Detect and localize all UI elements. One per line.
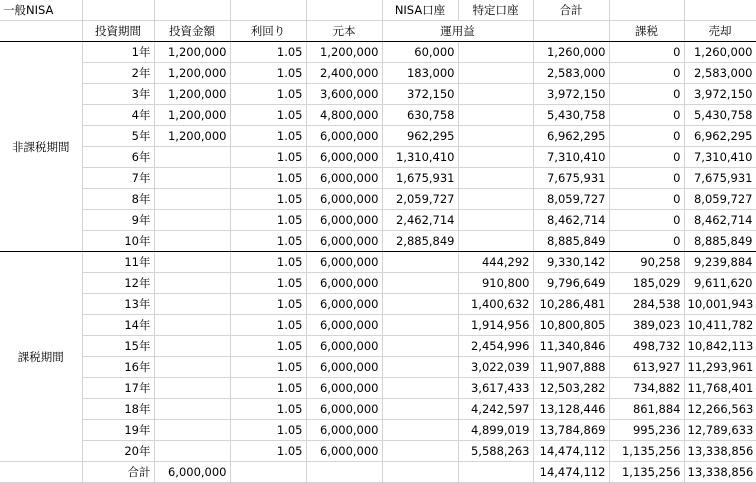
- total-cell[interactable]: 11,340,846: [533, 336, 609, 357]
- period-cell[interactable]: 18年: [82, 399, 154, 420]
- header-gain[interactable]: 運用益: [382, 21, 533, 42]
- rate-cell[interactable]: 1.05: [230, 147, 306, 168]
- sale-cell[interactable]: 13,338,856: [684, 441, 756, 462]
- nisa-gain-cell[interactable]: [382, 357, 458, 378]
- invest-cell[interactable]: 1,200,000: [154, 105, 230, 126]
- empty-cell[interactable]: [306, 462, 382, 483]
- principal-cell[interactable]: 1,200,000: [306, 42, 382, 63]
- period-cell[interactable]: 8年: [82, 189, 154, 210]
- total-cell[interactable]: 2,583,000: [533, 63, 609, 84]
- period-cell[interactable]: 17年: [82, 378, 154, 399]
- tokutei-gain-cell[interactable]: [458, 42, 533, 63]
- period-cell[interactable]: 13年: [82, 294, 154, 315]
- principal-cell[interactable]: 6,000,000: [306, 168, 382, 189]
- total-cell[interactable]: 11,907,888: [533, 357, 609, 378]
- table-row: [0, 399, 756, 420]
- tokutei-gain-cell[interactable]: 910,800: [458, 273, 533, 294]
- header-tax[interactable]: 課税: [609, 21, 684, 42]
- table-row: [0, 420, 756, 441]
- total-cell[interactable]: 3,972,150: [533, 84, 609, 105]
- tax-cell[interactable]: 185,029: [609, 273, 684, 294]
- totals-invest[interactable]: 6,000,000: [154, 462, 230, 483]
- invest-cell[interactable]: [154, 189, 230, 210]
- table-row: [0, 231, 756, 252]
- total-cell[interactable]: 7,310,410: [533, 147, 609, 168]
- sale-cell[interactable]: 11,768,401: [684, 378, 756, 399]
- empty-cell[interactable]: [0, 462, 82, 483]
- rate-cell[interactable]: 1.05: [230, 126, 306, 147]
- table-row: [0, 273, 756, 294]
- nisa-gain-cell[interactable]: 372,150: [382, 84, 458, 105]
- tax-cell[interactable]: 0: [609, 84, 684, 105]
- tokutei-gain-cell[interactable]: 5,588,263: [458, 441, 533, 462]
- nontax-period-label[interactable]: 非課税期間: [0, 42, 82, 252]
- period-cell[interactable]: 7年: [82, 168, 154, 189]
- nisa-gain-cell[interactable]: 630,758: [382, 105, 458, 126]
- sale-cell[interactable]: 11,293,961: [684, 357, 756, 378]
- period-cell[interactable]: 4年: [82, 105, 154, 126]
- header-rate[interactable]: 利回り: [230, 21, 306, 42]
- total-cell[interactable]: 1,260,000: [533, 42, 609, 63]
- tokutei-gain-cell[interactable]: [458, 210, 533, 231]
- sale-cell[interactable]: 12,789,633: [684, 420, 756, 441]
- tax-cell[interactable]: 0: [609, 147, 684, 168]
- rate-cell[interactable]: 1.05: [230, 294, 306, 315]
- rate-cell[interactable]: 1.05: [230, 105, 306, 126]
- rate-cell[interactable]: 1.05: [230, 63, 306, 84]
- tax-cell[interactable]: 0: [609, 63, 684, 84]
- period-cell[interactable]: 9年: [82, 210, 154, 231]
- table-row: [0, 147, 756, 168]
- invest-cell[interactable]: [154, 378, 230, 399]
- table-row: [0, 315, 756, 336]
- sale-cell[interactable]: 8,885,849: [684, 231, 756, 252]
- period-cell[interactable]: 20年: [82, 441, 154, 462]
- table-row: [0, 357, 756, 378]
- rate-cell[interactable]: 1.05: [230, 399, 306, 420]
- nisa-gain-cell[interactable]: [382, 399, 458, 420]
- tokutei-gain-cell[interactable]: 3,022,039: [458, 357, 533, 378]
- period-cell[interactable]: 12年: [82, 273, 154, 294]
- empty-cell[interactable]: [382, 462, 458, 483]
- tokutei-gain-cell[interactable]: [458, 168, 533, 189]
- period-cell[interactable]: 14年: [82, 315, 154, 336]
- totals-tax[interactable]: 1,135,256: [609, 462, 684, 483]
- header-principal[interactable]: 元本: [306, 21, 382, 42]
- principal-cell[interactable]: 3,600,000: [306, 84, 382, 105]
- totals-sale[interactable]: 13,338,856: [684, 462, 756, 483]
- period-cell[interactable]: 16年: [82, 357, 154, 378]
- tax-cell[interactable]: 90,258: [609, 252, 684, 273]
- period-cell[interactable]: 1年: [82, 42, 154, 63]
- table-row: [0, 294, 756, 315]
- tokutei-gain-cell[interactable]: [458, 105, 533, 126]
- tax-cell[interactable]: 861,884: [609, 399, 684, 420]
- header-period[interactable]: 投資期間: [82, 21, 154, 42]
- rate-cell[interactable]: 1.05: [230, 357, 306, 378]
- sale-cell[interactable]: 7,675,931: [684, 168, 756, 189]
- sheet-title[interactable]: 一般NISA: [0, 0, 82, 21]
- sale-cell[interactable]: 10,001,943: [684, 294, 756, 315]
- total-cell[interactable]: 6,962,295: [533, 126, 609, 147]
- nisa-gain-cell[interactable]: 1,675,931: [382, 168, 458, 189]
- nisa-gain-cell[interactable]: 60,000: [382, 42, 458, 63]
- table-row: [0, 189, 756, 210]
- principal-cell[interactable]: 6,000,000: [306, 336, 382, 357]
- tokutei-gain-cell[interactable]: 3,617,433: [458, 378, 533, 399]
- empty-cell[interactable]: [230, 462, 306, 483]
- tax-cell[interactable]: 0: [609, 210, 684, 231]
- principal-cell[interactable]: 6,000,000: [306, 294, 382, 315]
- invest-cell[interactable]: [154, 399, 230, 420]
- invest-cell[interactable]: [154, 252, 230, 273]
- nisa-gain-cell[interactable]: [382, 315, 458, 336]
- tax-cell[interactable]: 389,023: [609, 315, 684, 336]
- period-cell[interactable]: 19年: [82, 420, 154, 441]
- table-row: [0, 84, 756, 105]
- sale-cell[interactable]: 10,842,113: [684, 336, 756, 357]
- nisa-gain-cell[interactable]: [382, 273, 458, 294]
- tokutei-gain-cell[interactable]: [458, 189, 533, 210]
- sale-cell[interactable]: 8,462,714: [684, 210, 756, 231]
- rate-cell[interactable]: 1.05: [230, 231, 306, 252]
- tokutei-gain-cell[interactable]: 2,454,996: [458, 336, 533, 357]
- total-header[interactable]: 合計: [533, 0, 609, 21]
- rate-cell[interactable]: 1.05: [230, 441, 306, 462]
- nisa-gain-cell[interactable]: 2,462,714: [382, 210, 458, 231]
- principal-cell[interactable]: 6,000,000: [306, 231, 382, 252]
- tokutei-gain-cell[interactable]: 444,292: [458, 252, 533, 273]
- tax-cell[interactable]: 0: [609, 189, 684, 210]
- tokutei-gain-cell[interactable]: 4,899,019: [458, 420, 533, 441]
- total-cell[interactable]: 10,286,481: [533, 294, 609, 315]
- principal-cell[interactable]: 6,000,000: [306, 357, 382, 378]
- invest-cell[interactable]: 1,200,000: [154, 126, 230, 147]
- principal-cell[interactable]: 6,000,000: [306, 252, 382, 273]
- invest-cell[interactable]: [154, 231, 230, 252]
- period-cell[interactable]: 10年: [82, 231, 154, 252]
- rate-cell[interactable]: 1.05: [230, 378, 306, 399]
- tokutei-gain-cell[interactable]: [458, 147, 533, 168]
- rate-cell[interactable]: 1.05: [230, 168, 306, 189]
- total-cell[interactable]: 13,784,869: [533, 420, 609, 441]
- principal-cell[interactable]: 6,000,000: [306, 441, 382, 462]
- total-cell[interactable]: 9,330,142: [533, 252, 609, 273]
- tax-cell[interactable]: 1,135,256: [609, 441, 684, 462]
- sale-cell[interactable]: 7,310,410: [684, 147, 756, 168]
- invest-cell[interactable]: [154, 441, 230, 462]
- invest-cell[interactable]: [154, 420, 230, 441]
- table-row: [0, 336, 756, 357]
- tokutei-account-header[interactable]: 特定口座: [458, 0, 533, 21]
- invest-cell[interactable]: [154, 357, 230, 378]
- tokutei-gain-cell[interactable]: 1,400,632: [458, 294, 533, 315]
- top-header-row: [0, 0, 756, 21]
- tokutei-gain-cell[interactable]: [458, 63, 533, 84]
- invest-cell[interactable]: [154, 273, 230, 294]
- principal-cell[interactable]: 6,000,000: [306, 420, 382, 441]
- tokutei-gain-cell[interactable]: [458, 231, 533, 252]
- invest-cell[interactable]: [154, 336, 230, 357]
- tax-cell[interactable]: 0: [609, 105, 684, 126]
- sale-cell[interactable]: 9,239,884: [684, 252, 756, 273]
- table-row: [0, 42, 756, 63]
- totals-label[interactable]: 合計: [82, 462, 154, 483]
- principal-cell[interactable]: 6,000,000: [306, 315, 382, 336]
- nisa-gain-cell[interactable]: 1,310,410: [382, 147, 458, 168]
- tokutei-gain-cell[interactable]: [458, 126, 533, 147]
- tax-cell[interactable]: 734,882: [609, 378, 684, 399]
- invest-cell[interactable]: 1,200,000: [154, 84, 230, 105]
- tax-cell[interactable]: 613,927: [609, 357, 684, 378]
- nisa-gain-cell[interactable]: 2,885,849: [382, 231, 458, 252]
- tax-cell[interactable]: 284,538: [609, 294, 684, 315]
- nisa-account-header[interactable]: NISA口座: [382, 0, 458, 21]
- empty-cell[interactable]: [458, 462, 533, 483]
- table-row: [0, 210, 756, 231]
- nisa-gain-cell[interactable]: [382, 252, 458, 273]
- table-row: [0, 126, 756, 147]
- table-row: [0, 63, 756, 84]
- total-cell[interactable]: 14,474,112: [533, 441, 609, 462]
- tax-cell[interactable]: 0: [609, 126, 684, 147]
- period-cell[interactable]: 2年: [82, 63, 154, 84]
- nisa-gain-cell[interactable]: 2,059,727: [382, 189, 458, 210]
- tax-cell[interactable]: 0: [609, 231, 684, 252]
- sale-cell[interactable]: 5,430,758: [684, 105, 756, 126]
- rate-cell[interactable]: 1.05: [230, 420, 306, 441]
- invest-cell[interactable]: 1,200,000: [154, 42, 230, 63]
- principal-cell[interactable]: 6,000,000: [306, 273, 382, 294]
- invest-cell[interactable]: [154, 315, 230, 336]
- nisa-gain-cell[interactable]: 183,000: [382, 63, 458, 84]
- sale-cell[interactable]: 1,260,000: [684, 42, 756, 63]
- sale-cell[interactable]: 10,411,782: [684, 315, 756, 336]
- principal-cell[interactable]: 6,000,000: [306, 378, 382, 399]
- tax-cell[interactable]: 498,732: [609, 336, 684, 357]
- sale-cell[interactable]: 6,962,295: [684, 126, 756, 147]
- period-cell[interactable]: 6年: [82, 147, 154, 168]
- column-header-row: [0, 21, 756, 42]
- principal-cell[interactable]: 6,000,000: [306, 189, 382, 210]
- rate-cell[interactable]: 1.05: [230, 84, 306, 105]
- nisa-gain-cell[interactable]: [382, 441, 458, 462]
- sale-cell[interactable]: 2,583,000: [684, 63, 756, 84]
- header-sale[interactable]: 売却: [684, 21, 756, 42]
- table-row: [0, 168, 756, 189]
- sale-cell[interactable]: 12,266,563: [684, 399, 756, 420]
- tax-cell[interactable]: 995,236: [609, 420, 684, 441]
- rate-cell[interactable]: 1.05: [230, 315, 306, 336]
- tax-cell[interactable]: 0: [609, 168, 684, 189]
- period-cell[interactable]: 15年: [82, 336, 154, 357]
- table-row: [0, 378, 756, 399]
- total-cell[interactable]: 10,800,805: [533, 315, 609, 336]
- invest-cell[interactable]: [154, 168, 230, 189]
- sale-cell[interactable]: 9,611,620: [684, 273, 756, 294]
- principal-cell[interactable]: 6,000,000: [306, 147, 382, 168]
- table-row: [0, 252, 756, 273]
- tax-cell[interactable]: 0: [609, 42, 684, 63]
- period-cell[interactable]: 3年: [82, 84, 154, 105]
- invest-cell[interactable]: 1,200,000: [154, 63, 230, 84]
- principal-cell[interactable]: 2,400,000: [306, 63, 382, 84]
- principal-cell[interactable]: 6,000,000: [306, 210, 382, 231]
- tokutei-gain-cell[interactable]: 4,242,597: [458, 399, 533, 420]
- rate-cell[interactable]: 1.05: [230, 336, 306, 357]
- nisa-gain-cell[interactable]: [382, 336, 458, 357]
- rate-cell[interactable]: 1.05: [230, 42, 306, 63]
- invest-cell[interactable]: [154, 294, 230, 315]
- sale-cell[interactable]: 3,972,150: [684, 84, 756, 105]
- header-invest[interactable]: 投資金額: [154, 21, 230, 42]
- sale-cell[interactable]: 8,059,727: [684, 189, 756, 210]
- nisa-gain-cell[interactable]: [382, 378, 458, 399]
- table-row: [0, 441, 756, 462]
- table-row: [0, 105, 756, 126]
- total-cell[interactable]: 8,059,727: [533, 189, 609, 210]
- totals-row: [0, 462, 756, 483]
- total-cell[interactable]: 8,462,714: [533, 210, 609, 231]
- rate-cell[interactable]: 1.05: [230, 273, 306, 294]
- principal-cell[interactable]: 6,000,000: [306, 126, 382, 147]
- total-cell[interactable]: 7,675,931: [533, 168, 609, 189]
- total-cell[interactable]: 13,128,446: [533, 399, 609, 420]
- tokutei-gain-cell[interactable]: [458, 84, 533, 105]
- rate-cell[interactable]: 1.05: [230, 252, 306, 273]
- tokutei-gain-cell[interactable]: 1,914,956: [458, 315, 533, 336]
- principal-cell[interactable]: 4,800,000: [306, 105, 382, 126]
- total-cell[interactable]: 8,885,849: [533, 231, 609, 252]
- rate-cell[interactable]: 1.05: [230, 189, 306, 210]
- nisa-gain-cell[interactable]: [382, 294, 458, 315]
- total-cell[interactable]: 5,430,758: [533, 105, 609, 126]
- totals-total[interactable]: 14,474,112: [533, 462, 609, 483]
- invest-cell[interactable]: [154, 210, 230, 231]
- period-cell[interactable]: 5年: [82, 126, 154, 147]
- invest-cell[interactable]: [154, 147, 230, 168]
- nisa-gain-cell[interactable]: [382, 420, 458, 441]
- period-cell[interactable]: 11年: [82, 252, 154, 273]
- total-cell[interactable]: 9,796,649: [533, 273, 609, 294]
- total-cell[interactable]: 12,503,282: [533, 378, 609, 399]
- nisa-gain-cell[interactable]: 962,295: [382, 126, 458, 147]
- tax-period-label[interactable]: 課税期間: [0, 252, 82, 462]
- principal-cell[interactable]: 6,000,000: [306, 399, 382, 420]
- rate-cell[interactable]: 1.05: [230, 210, 306, 231]
